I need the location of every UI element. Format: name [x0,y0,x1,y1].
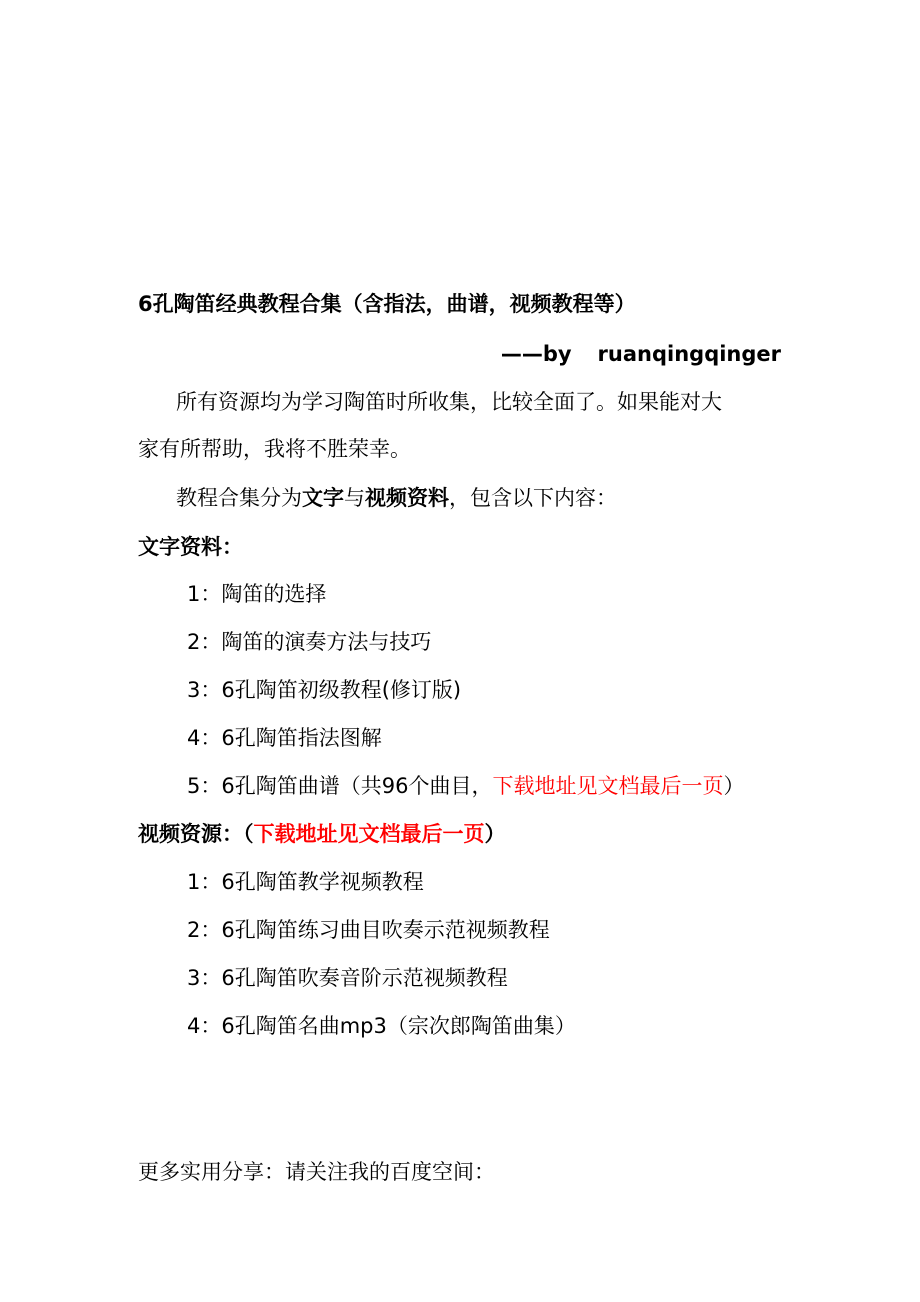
list-item: 2：陶笛的演奏方法与技巧 [187,630,432,654]
download-note: 下载地址见文档最后一页 [492,774,724,798]
list-item-label: 5：6孔陶笛曲谱（共96个曲目， [187,774,493,798]
list-item: 1：6孔陶笛教学视频教程 [187,870,424,894]
video-heading-close: ） [484,822,506,846]
video-heading-label: 视频资源：（ [138,822,254,846]
summary-prefix: 教程合集分为 [176,486,302,510]
footer-note: 更多实用分享：请关注我的百度空间： [138,1160,495,1184]
list-item: 1：陶笛的选择 [187,582,327,606]
list-item-close: ） [723,774,745,798]
summary-paragraph [176,483,617,513]
download-note: 下载地址见文档最后一页 [253,822,485,846]
author-byline [501,339,781,369]
list-item: 2：6孔陶笛练习曲目吹奏示范视频教程 [187,918,550,942]
summary-suffix: ，包含以下内容： [449,486,617,510]
list-item [187,771,744,801]
summary-and: 与 [344,486,365,510]
byline-author: ruanqingqinger [597,342,781,366]
list-item: 3：6孔陶笛吹奏音阶示范视频教程 [187,966,508,990]
video-section-heading [138,819,506,849]
byline-prefix: ——by [500,342,572,366]
text-section-heading: 文字资料： [138,535,243,559]
list-item: 4：6孔陶笛指法图解 [187,726,382,750]
intro-line-1: 所有资源均为学习陶笛时所收集，比较全面了。如果能对大 [176,390,722,414]
list-item: 3：6孔陶笛初级教程(修订版) [187,678,462,702]
summary-video-word: 视频资料 [365,486,449,510]
list-item: 4：6孔陶笛名曲mp3（宗次郎陶笛曲集） [187,1014,576,1038]
intro-line-2: 家有所帮助，我将不胜荣幸。 [138,437,411,461]
document-title: 6孔陶笛经典教程合集（含指法，曲谱，视频教程等） [138,292,636,316]
summary-text-word: 文字 [302,486,344,510]
